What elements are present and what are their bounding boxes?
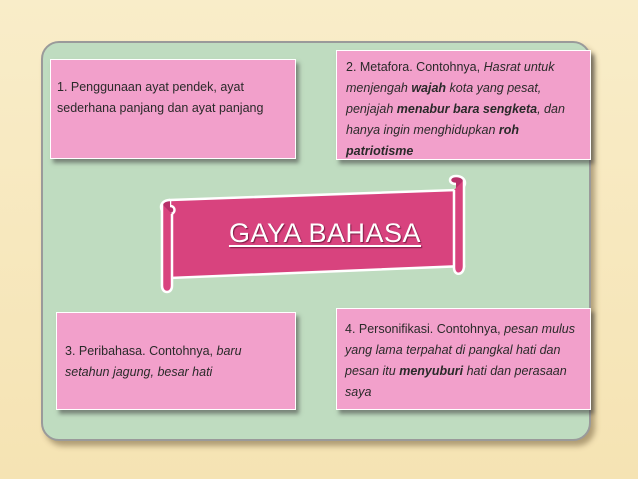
box-2-text-segment: menabur bara sengketa [396,102,538,116]
box-2-text-segment: kota yang pesat, penjajah [346,81,542,116]
box-4 [336,308,591,410]
box-3-text-segment: baru setahun jagung, besar hati [65,344,242,379]
box-1-text-segment: 1. Penggunaan ayat pendek, ayat sederhana panjang dan ayat panjang [57,80,264,115]
page-title: GAYA BAHASA [228,218,422,248]
box-4-text-segment: menyuburi [399,364,464,378]
box-2-text-segment: wajah [411,81,447,95]
box-4-text-segment: hati dan perasaan saya [345,364,567,399]
box-3-text-segment: 3. Peribahasa. Contohnya, [65,344,217,358]
box-3 [56,312,296,410]
box-2-text-segment: , dan hanya ingin menghidupkan [346,102,565,137]
box-2 [336,50,591,160]
box-2-text-segment: roh patriotisme [346,123,520,158]
box-4-text-segment: pesan mulus yang lama terpahat di pangkal hati dan pesan itu [345,322,575,378]
box-2-text-segment: 2. Metafora. Contohnya, [346,60,484,74]
box-2-text-segment: Hasrat untuk menjengah [346,60,555,95]
box-4-text-segment: 4. Personifikasi. Contohnya, [345,322,505,336]
box-1 [50,59,296,159]
